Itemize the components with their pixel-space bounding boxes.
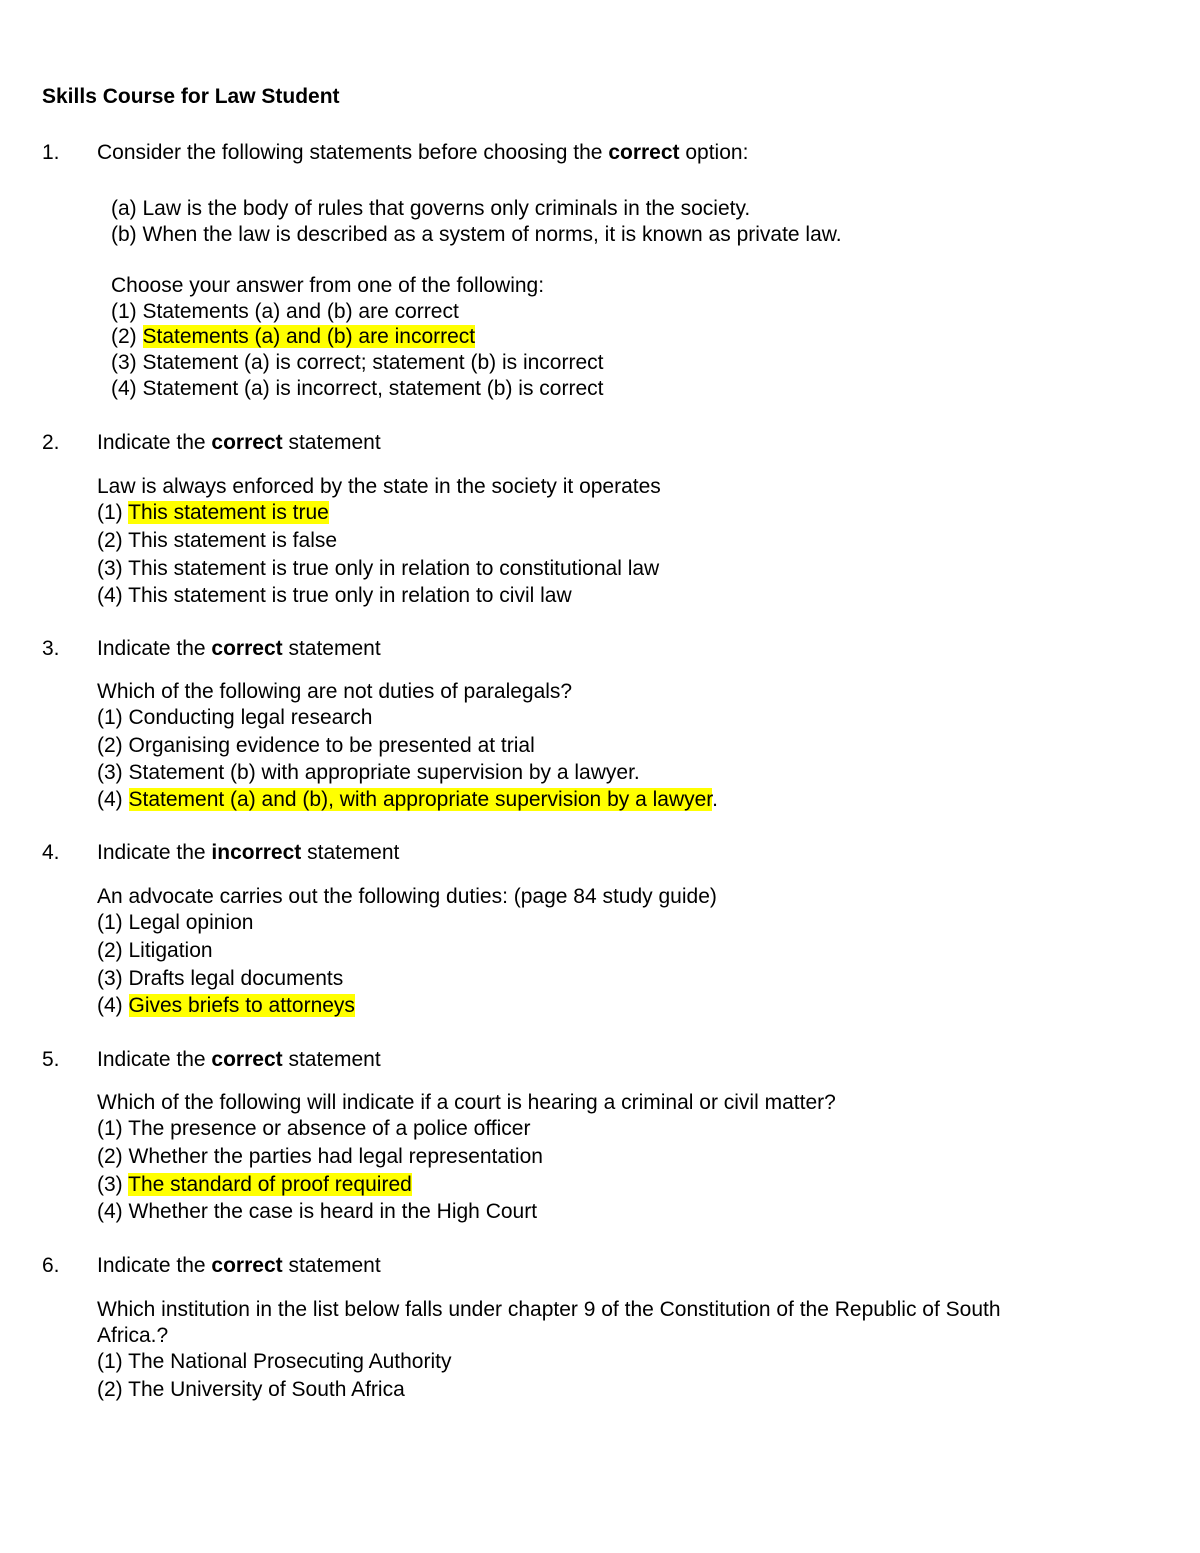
option: (3) Statement (a) is correct; statement (b) is incorrect [111, 351, 604, 374]
option: (2) Litigation [97, 939, 213, 962]
question-text: Which of the following will indicate if a court is hearing a criminal or civil matter? [97, 1091, 836, 1114]
question-stem: Indicate the correct statement [97, 1048, 381, 1071]
option-answer: (2) Statements (a) and (b) are incorrect [111, 325, 476, 348]
question-number: 1. [42, 141, 60, 164]
option: (3) Statement (b) with appropriate supervision by a lawyer. [97, 761, 640, 784]
option: (4) Statement (a) is incorrect, statement (b) is correct [111, 377, 604, 400]
question-number: 2. [42, 431, 60, 454]
question-text: Which of the following are not duties of paralegals? [97, 680, 573, 703]
question-text: An advocate carries out the following duties: (page 84 study guide) [97, 885, 717, 908]
highlighted-answer: The standard of proof required [128, 1173, 412, 1196]
choose-instruction: Choose your answer from one of the following: [111, 274, 545, 297]
option: (4) This statement is true only in relation to civil law [97, 584, 572, 607]
option: (3) Drafts legal documents [97, 967, 344, 990]
question-number: 3. [42, 637, 60, 660]
question-stem: Indicate the correct statement [97, 431, 381, 454]
option: (1) The National Prosecuting Authority [97, 1350, 452, 1373]
question-text: Law is always enforced by the state in the society it operates [97, 475, 661, 498]
question-number: 6. [42, 1254, 60, 1277]
statement-a: (a) Law is the body of rules that governs only criminals in the society. [111, 197, 751, 220]
question-number: 4. [42, 841, 60, 864]
option: (2) Organising evidence to be presented at trial [97, 734, 535, 757]
option: (1) Legal opinion [97, 911, 254, 934]
question-text-line-1: Which institution in the list below falls under chapter 9 of the Constitution of the Republic of South [97, 1298, 1001, 1321]
option: (2) This statement is false [97, 529, 338, 552]
option: (3) This statement is true only in relation to constitutional law [97, 557, 660, 580]
option: (2) Whether the parties had legal representation [97, 1145, 543, 1168]
option: (1) The presence or absence of a police officer [97, 1117, 531, 1140]
highlighted-answer: Statements (a) and (b) are incorrect [142, 325, 476, 348]
question-number: 5. [42, 1048, 60, 1071]
highlighted-answer: This statement is true [128, 501, 329, 524]
question-stem: Indicate the correct statement [97, 637, 381, 660]
document-title: Skills Course for Law Student [42, 85, 340, 108]
question-stem: Indicate the incorrect statement [97, 841, 400, 864]
option: (1) Conducting legal research [97, 706, 373, 729]
highlighted-answer: Gives briefs to attorneys [128, 994, 355, 1017]
option-answer: (4) Statement (a) and (b), with appropriate supervision by a lawyer. [97, 788, 718, 811]
option: (4) Whether the case is heard in the High Court [97, 1200, 538, 1223]
option-answer: (1) This statement is true [97, 501, 329, 524]
question-stem: Indicate the correct statement [97, 1254, 381, 1277]
option-answer: (3) The standard of proof required [97, 1173, 412, 1196]
highlighted-answer: Statement (a) and (b), with appropriate supervision by a lawyer [128, 788, 713, 811]
question-stem: Consider the following statements before choosing the correct option: [97, 141, 749, 164]
option: (2) The University of South Africa [97, 1378, 405, 1401]
statement-b: (b) When the law is described as a system of norms, it is known as private law. [111, 223, 842, 246]
option: (1) Statements (a) and (b) are correct [111, 300, 459, 323]
option-answer: (4) Gives briefs to attorneys [97, 994, 355, 1017]
question-text-line-2: Africa.? [97, 1324, 169, 1347]
